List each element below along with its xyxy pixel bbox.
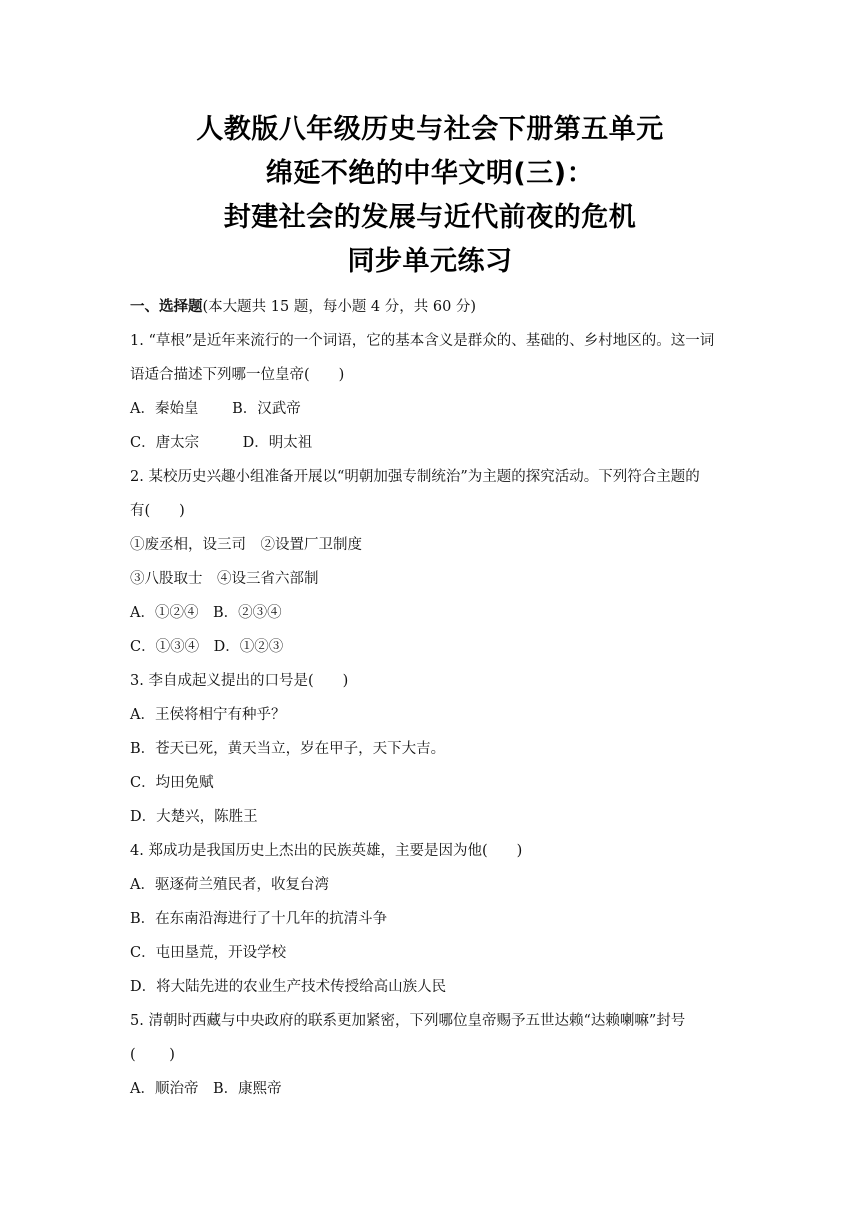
q2-stem-line-2: 有( ) xyxy=(130,503,185,519)
q1-options-ab: A．秦始皇 B．汉武帝 xyxy=(130,401,301,417)
section-heading: 一、选择题 xyxy=(130,299,203,315)
q4-option-d: D．将大陆先进的农业生产技术传授给高山族人民 xyxy=(130,979,447,995)
q4-stem: 4. 郑成功是我国历史上杰出的民族英雄，主要是因为他( ) xyxy=(130,843,523,859)
q1-options-cd: C．唐太宗 D．明太祖 xyxy=(130,435,313,451)
title-line-4: 同步单元练习 xyxy=(347,246,513,277)
q5-options-ab: A．顺治帝 B．康熙帝 xyxy=(130,1081,282,1097)
section-note: (本大题共 15 题，每小题 4 分，共 60 分) xyxy=(202,299,477,315)
q5-stem-line-1: 5. 清朝时西藏与中央政府的联系更加紧密，下列哪位皇帝赐予五世达赖“达赖喇嘛”封号 xyxy=(130,1013,686,1029)
title-line-2: 绵延不绝的中华文明(三)： xyxy=(265,158,595,189)
q1-stem-line-2: 语适合描述下列哪一位皇帝( ) xyxy=(130,367,345,383)
q1-stem-line-1: 1. “草根”是近年来流行的一个词语，它的基本含义是群众的、基础的、乡村地区的。这一词 xyxy=(130,333,715,349)
q3-option-c: C．均田免赋 xyxy=(130,775,214,791)
q3-option-b: B．苍天已死，黄天当立，岁在甲子，天下大吉。 xyxy=(130,741,446,757)
q2-options-cd: C．①③④ D．①②③ xyxy=(130,639,284,655)
q2-stem-line-1: 2. 某校历史兴趣小组准备开展以“明朝加强专制统治”为主题的探究活动。下列符合主题的 xyxy=(130,469,700,485)
section-header xyxy=(130,290,735,324)
q2-statements-2: ③八股取士 ④设三省六部制 xyxy=(130,571,319,587)
q3-option-a: A．王侯将相宁有种乎？ xyxy=(130,707,286,723)
q4-option-b: B．在东南沿海进行了十几年的抗清斗争 xyxy=(130,911,388,927)
q3-stem: 3. 李自成起义提出的口号是( ) xyxy=(130,673,349,689)
question-list xyxy=(130,290,735,1106)
q4-option-c: C．屯田垦荒，开设学校 xyxy=(130,945,287,961)
q2-statements-1: ①废丞相，设三司 ②设置厂卫制度 xyxy=(130,537,362,553)
q4-option-a: A．驱逐荷兰殖民者，收复台湾 xyxy=(130,877,329,893)
q2-options-ab: A．①②④ B．②③④ xyxy=(130,605,282,621)
document-title xyxy=(0,108,860,284)
q3-option-d: D．大楚兴，陈胜王 xyxy=(130,809,258,825)
title-line-3: 封建社会的发展与近代前夜的危机 xyxy=(223,202,637,233)
q5-stem-line-2: ( ) xyxy=(130,1047,175,1063)
title-line-1: 人教版八年级历史与社会下册第五单元 xyxy=(196,114,664,145)
